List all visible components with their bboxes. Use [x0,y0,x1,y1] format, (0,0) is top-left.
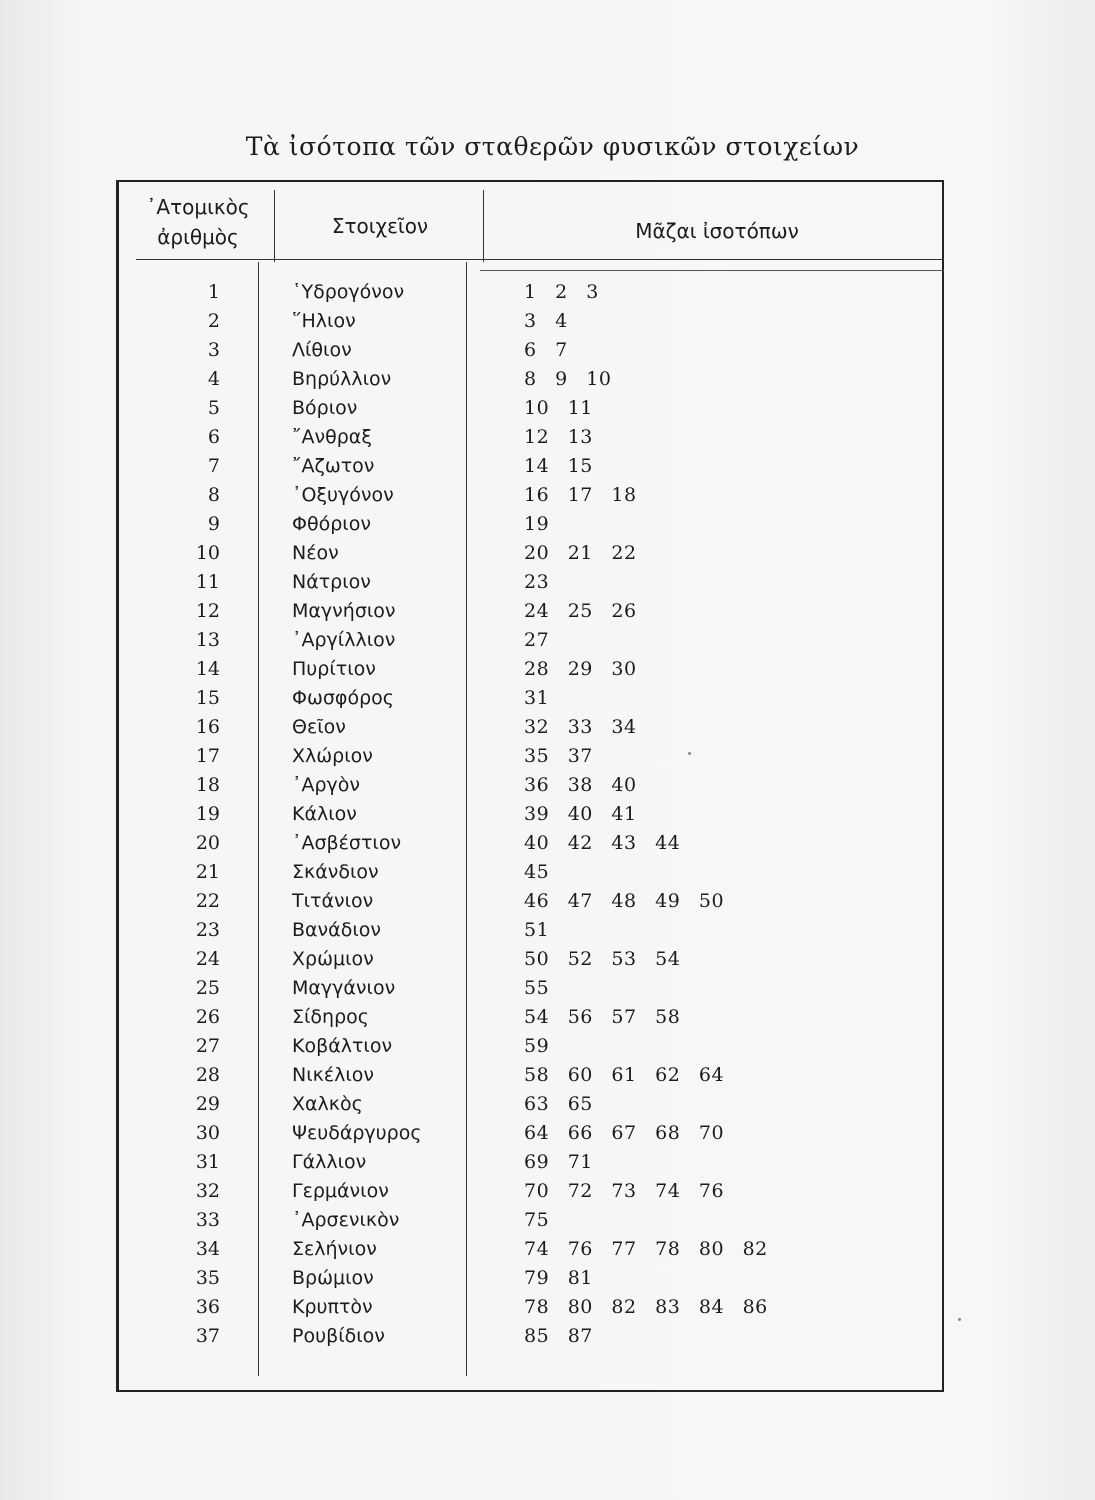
element-name-cell: Φθόριον [292,513,371,535]
atomic-number-cell: 24 [195,948,220,970]
atomic-number-cell: 16 [195,716,220,738]
table-row [0,742,1095,771]
isotope-masses-cell: 14 15 [524,455,593,477]
isotope-masses-cell: 40 42 43 44 [524,832,681,854]
isotope-masses-cell: 78 80 82 83 84 86 [524,1296,768,1318]
table-row [0,800,1095,829]
table-row [0,1148,1095,1177]
atomic-number-cell: 18 [195,774,220,796]
header-isotope-masses: Μᾶζαι ἰσοτόπων [635,219,799,243]
table-row [0,1090,1095,1119]
element-name-cell: Χρώμιον [292,948,374,970]
element-name-cell: ᾿Αργίλλιον [292,629,396,651]
atomic-number-cell: 2 [207,310,220,332]
table-row [0,1264,1095,1293]
table-row [0,423,1095,452]
atomic-number-cell: 5 [207,397,220,419]
isotope-masses-cell: 79 81 [524,1267,593,1289]
header-atomic-line2: ἀριθμὸς [157,225,239,249]
isotope-masses-cell: 75 [524,1209,550,1231]
isotope-masses-cell: 24 25 26 [524,600,637,622]
atomic-number-cell: 4 [207,368,220,390]
table-row [0,597,1095,626]
table-row [0,858,1095,887]
isotope-masses-cell: 20 21 22 [524,542,637,564]
isotope-masses-cell: 3 4 [524,310,568,332]
table-row [0,945,1095,974]
atomic-number-cell: 25 [195,977,220,999]
element-name-cell: Βόριον [292,397,358,419]
atomic-number-cell: 9 [207,513,220,535]
atomic-number-cell: 8 [207,484,220,506]
table-row [0,1003,1095,1032]
atomic-number-cell: 13 [195,629,220,651]
table-row [0,626,1095,655]
element-name-cell: ῎Αζωτον [292,455,375,477]
table-row [0,1119,1095,1148]
atomic-number-cell: 17 [195,745,220,767]
atomic-number-cell: 12 [195,600,220,622]
table-row [0,1206,1095,1235]
atomic-number-cell: 31 [195,1151,220,1173]
paper-speck [688,752,691,755]
table-row [0,1235,1095,1264]
atomic-number-cell: 29 [195,1093,220,1115]
atomic-number-cell: 37 [195,1325,220,1347]
table-row [0,365,1095,394]
isotope-masses-cell: 35 37 [524,745,593,767]
table-row [0,1177,1095,1206]
element-name-cell: ῎Ανθραξ [292,426,372,448]
isotope-masses-cell: 69 71 [524,1151,593,1173]
atomic-number-cell: 10 [195,542,220,564]
header-divider [136,259,944,260]
element-name-cell: Λίθιον [292,339,352,361]
atomic-number-cell: 19 [195,803,220,825]
element-name-cell: ῞Ηλιον [292,310,356,332]
atomic-number-cell: 3 [207,339,220,361]
atomic-number-cell: 1 [207,281,220,303]
table-row [0,307,1095,336]
element-name-cell: Φωσφόρος [292,687,394,709]
atomic-number-cell: 35 [195,1267,220,1289]
element-name-cell: Κοβάλτιον [292,1035,393,1057]
table-row [0,336,1095,365]
isotope-masses-cell: 58 60 61 62 64 [524,1064,725,1086]
atomic-number-cell: 11 [195,571,220,593]
isotope-masses-cell: 85 87 [524,1325,593,1347]
isotope-masses-cell: 16 17 18 [524,484,637,506]
atomic-number-cell: 22 [195,890,220,912]
page-title: Τὰ ἰσότοπα τῶν σταθερῶν φυσικῶν στοιχείων [245,132,860,161]
table-row [0,1032,1095,1061]
atomic-number-cell: 32 [195,1180,220,1202]
table-row [0,568,1095,597]
isotope-masses-cell: 63 65 [524,1093,593,1115]
table-row [0,771,1095,800]
atomic-number-cell: 26 [195,1006,220,1028]
table-row [0,655,1095,684]
table-row [0,1293,1095,1322]
header-atomic-line1: ᾿Ατομικὸς [146,195,250,219]
element-name-cell: Κάλιον [292,803,357,825]
isotope-masses-cell: 19 [524,513,550,535]
table-row [0,829,1095,858]
isotope-masses-cell: 39 40 41 [524,803,637,825]
isotope-masses-cell: 74 76 77 78 80 82 [524,1238,768,1260]
isotope-masses-cell: 27 [524,629,550,651]
element-name-cell: Σίδηρος [292,1006,369,1028]
element-name-cell: Σκάνδιον [292,861,379,883]
element-name-cell: Τιτάνιον [292,890,374,912]
isotope-masses-cell: 51 [524,919,550,941]
element-name-cell: ᾿Ασβέστιον [292,832,402,854]
header-atomic-number [138,192,258,252]
isotope-masses-cell: 8 9 10 [524,368,612,390]
table-row [0,916,1095,945]
element-name-cell: ᾿Αρσενικὸν [292,1209,400,1231]
isotope-masses-cell: 6 7 [524,339,568,361]
atomic-number-cell: 28 [195,1064,220,1086]
table-row [0,539,1095,568]
table-row [0,974,1095,1003]
isotope-masses-cell: 59 [524,1035,550,1057]
atomic-number-cell: 20 [195,832,220,854]
header-subdivider [480,270,944,271]
element-name-cell: Σελήνιον [292,1238,377,1260]
element-name-cell: Θεῖον [292,716,346,738]
atomic-number-cell: 14 [195,658,220,680]
isotope-masses-cell: 36 38 40 [524,774,637,796]
isotope-masses-cell: 54 56 57 58 [524,1006,681,1028]
isotope-masses-cell: 31 [524,687,550,709]
element-name-cell: Γάλλιον [292,1151,367,1173]
atomic-number-cell: 27 [195,1035,220,1057]
element-name-cell: Νικέλιον [292,1064,375,1086]
isotope-masses-cell: 10 11 [524,397,593,419]
element-name-cell: Χαλκὸς [292,1093,363,1115]
element-name-cell: Νέον [292,542,339,564]
isotope-masses-cell: 55 [524,977,550,999]
isotope-masses-cell: 23 [524,571,550,593]
table-row [0,1061,1095,1090]
table-row [0,278,1095,307]
table-row [0,1322,1095,1351]
table-row [0,394,1095,423]
element-name-cell: Πυρίτιον [292,658,376,680]
atomic-number-cell: 21 [195,861,220,883]
element-name-cell: Βανάδιον [292,919,381,941]
column-divider [274,190,275,262]
element-name-cell: Μαγνήσιον [292,600,396,622]
isotope-masses-cell: 45 [524,861,550,883]
atomic-number-cell: 7 [207,455,220,477]
isotope-masses-cell: 64 66 67 68 70 [524,1122,725,1144]
atomic-number-cell: 33 [195,1209,220,1231]
element-name-cell: Βηρύλλιον [292,368,392,390]
atomic-number-cell: 36 [195,1296,220,1318]
isotope-masses-cell: 50 52 53 54 [524,948,681,970]
element-name-cell: Χλώριον [292,745,373,767]
table-row [0,510,1095,539]
header-element: Στοιχεῖον [331,214,429,238]
atomic-number-cell: 15 [195,687,220,709]
isotope-masses-cell: 70 72 73 74 76 [524,1180,725,1202]
column-divider [483,190,484,262]
table-row [0,452,1095,481]
isotope-masses-cell: 46 47 48 49 50 [524,890,725,912]
element-name-cell: ᾿Αργὸν [292,774,361,796]
element-name-cell: Ψευδάργυρος [292,1122,422,1144]
paper-speck [958,1318,961,1321]
element-name-cell: ᾿Οξυγόνον [292,484,394,506]
isotope-masses-cell: 1 2 3 [524,281,599,303]
isotope-masses-cell: 32 33 34 [524,716,637,738]
atomic-number-cell: 34 [195,1238,220,1260]
element-name-cell: Κρυπτὸν [292,1296,373,1318]
isotope-masses-cell: 12 13 [524,426,593,448]
table-row [0,887,1095,916]
atomic-number-cell: 30 [195,1122,220,1144]
isotope-masses-cell: 28 29 30 [524,658,637,680]
table-row [0,481,1095,510]
element-name-cell: Ρουβίδιον [292,1325,385,1347]
element-name-cell: Νάτριον [292,571,371,593]
element-name-cell: Μαγγάνιον [292,977,396,999]
table-row [0,713,1095,742]
atomic-number-cell: 6 [207,426,220,448]
element-name-cell: Βρώμιον [292,1267,374,1289]
element-name-cell: Γερμάνιον [292,1180,389,1202]
element-name-cell: ῾Υδρογόνον [292,281,405,303]
table-row [0,684,1095,713]
atomic-number-cell: 23 [195,919,220,941]
